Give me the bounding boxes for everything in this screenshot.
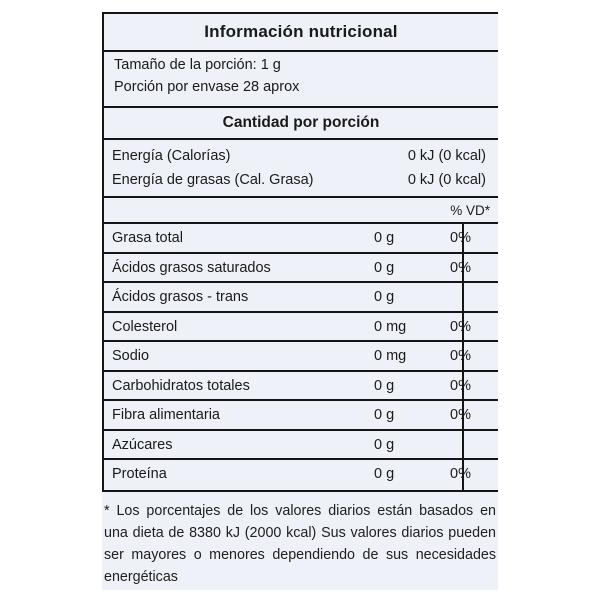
nutrient-name: Grasa total <box>112 230 183 246</box>
nutrition-table <box>102 12 498 492</box>
nutrient-name: Ácidos grasos saturados <box>112 259 271 276</box>
nutrient-name: Azúcares <box>112 436 173 453</box>
nutrient-amount: 0 g <box>374 466 395 482</box>
serving-info <box>104 52 498 108</box>
serving-size: Tamaño de la porción: 1 g <box>114 57 281 73</box>
nutrient-dv: 0% <box>450 377 471 394</box>
fat-energy-label: Energía de grasas (Cal. Grasa) <box>112 172 314 188</box>
nutrient-amount: 0 g <box>374 259 395 276</box>
nutrient-amount: 0 g <box>374 230 395 246</box>
nutrient-dv: 0% <box>450 230 471 246</box>
nutrient-row <box>104 460 498 490</box>
nutrient-row <box>104 342 498 372</box>
nutrient-dv: 0% <box>450 466 471 482</box>
daily-value-header <box>104 198 498 224</box>
nutrient-name: Fibra alimentaria <box>112 407 220 423</box>
nutrient-dv: 0% <box>450 318 471 335</box>
nutrient-amount: 0 g <box>374 377 395 394</box>
energy-value: 0 kJ (0 kcal) <box>407 148 486 164</box>
nutrient-row <box>104 431 498 461</box>
nutrient-row <box>104 224 498 254</box>
nutrient-dv: 0% <box>450 348 471 364</box>
nutrient-amount: 0 g <box>374 407 395 423</box>
nutrient-amount: 0 g <box>374 289 395 305</box>
energy-label: Energía (Calorías) <box>112 148 231 164</box>
nutrient-row <box>104 313 498 343</box>
nutrient-dv: 0% <box>450 407 471 423</box>
nutrient-name: Carbohidratos totales <box>112 377 250 394</box>
nutrient-name: Sodio <box>112 348 150 364</box>
servings-per-container: Porción por envase 28 aprox <box>114 79 300 95</box>
nutrient-rows <box>104 224 498 490</box>
nutrient-amount: 0 mg <box>374 318 407 335</box>
label-title: Información nutricional <box>104 14 498 52</box>
nutrient-dv: 0% <box>450 259 471 276</box>
nutrient-amount: 0 g <box>374 436 395 453</box>
nutrient-row <box>104 372 498 402</box>
nutrient-row <box>104 401 498 431</box>
nutrient-name: Ácidos grasos - trans <box>112 289 249 305</box>
daily-value-footnote: * Los porcentajes de los valores diarios están basados en una dieta de 8380 kJ (2000 kcal) Sus valores diarios pueden ser mayores o menores dependiendo de sus necesidades energéticas <box>104 503 496 585</box>
energy-section <box>104 140 498 198</box>
fat-energy-row <box>112 168 498 192</box>
nutrient-name: Proteína <box>112 466 167 482</box>
nutrition-label <box>102 12 498 590</box>
nutrient-name: Colesterol <box>112 318 178 335</box>
nutrient-amount: 0 mg <box>374 348 407 364</box>
daily-value-header-label: % VD* <box>450 203 490 218</box>
energy-row <box>112 144 498 168</box>
fat-energy-value: 0 kJ (0 kcal) <box>407 172 486 188</box>
nutrient-row <box>104 283 498 313</box>
nutrient-row <box>104 254 498 284</box>
amount-per-serving-heading: Cantidad por porción <box>104 108 498 140</box>
